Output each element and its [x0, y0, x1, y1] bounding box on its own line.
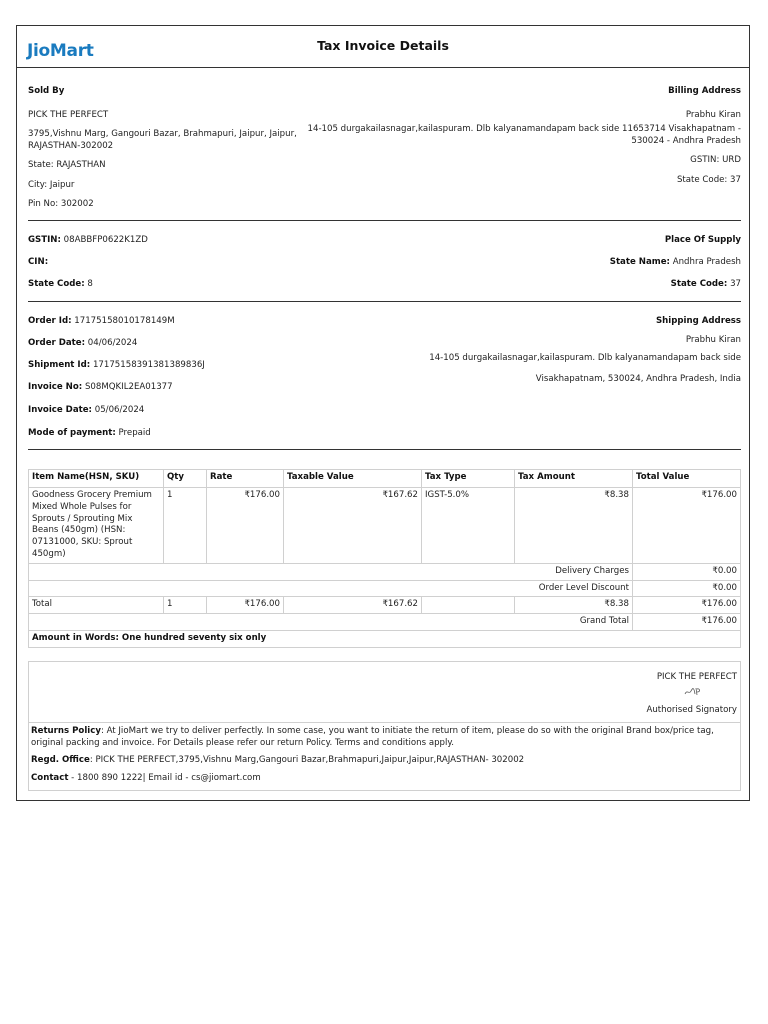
grand-total-label: Grand Total: [29, 614, 633, 631]
shipping-address-label: Shipping Address: [655, 316, 741, 326]
invoice-frame: [16, 25, 750, 801]
amount-in-words-row: [29, 630, 741, 647]
col-item-name: Item Name(HSN, SKU): [29, 470, 164, 488]
footer-divider: [29, 722, 740, 723]
page-title: Tax Invoice Details: [317, 38, 449, 53]
returns-policy-label: Returns Policy: [31, 726, 101, 736]
seller-address-line2: RAJASTHAN-302002: [28, 141, 114, 151]
billing-address-line1: 14-105 durgakailasnagar,kailaspuram. Dlb kalyanamandapam back side 11653714 Visakhapatnam -: [307, 124, 741, 134]
seller-state-code-row: [28, 279, 93, 291]
state-code-label: State Code:: [28, 279, 85, 289]
shipment-id-label: Shipment Id:: [28, 360, 91, 370]
regd-office-text: : PICK THE PERFECT,3795,Vishnu Marg,Gangouri Bazar,Brahmapuri,Jaipur,Jaipur,RAJASTHAN- 302002: [89, 755, 525, 765]
regd-office: [31, 755, 736, 767]
state-name-label: State Name:: [609, 257, 670, 267]
supply-state-code-label: State Code:: [670, 279, 728, 289]
invoice-no-value: S08MQKIL2EA01377: [84, 382, 173, 392]
order-discount-value: ₹0.00: [633, 580, 741, 597]
footer-box: [28, 661, 741, 791]
shipment-id-row: [28, 360, 205, 372]
total-label: Total: [29, 597, 164, 614]
billing-address-line2: 530024 - Andhra Pradesh: [631, 136, 741, 146]
billing-name: Prabhu Kiran: [685, 110, 741, 120]
supply-state-code-row: [671, 279, 741, 291]
item-tax-type: IGST-5.0%: [422, 488, 515, 564]
returns-policy-text: : At JioMart we try to deliver perfectly. In some case, you want to initiate the return of item, please do so with the original Brand box/price tag, original packing and invoice. For Details please refer our return Policy. Terms and conditions apply.: [31, 726, 714, 748]
col-taxable-value: Taxable Value: [284, 470, 422, 488]
invoice-date-row: [28, 405, 144, 417]
grand-total-value: ₹176.00: [633, 614, 741, 631]
jiomart-logo: JioMart: [27, 41, 94, 61]
shipment-id-value: 17175158391381389836J: [92, 360, 205, 370]
state-name-value: Andhra Pradesh: [672, 257, 741, 267]
col-tax-amount: Tax Amount: [515, 470, 633, 488]
seller-state: State: RAJASTHAN: [28, 160, 106, 170]
regd-office-label: Regd. Office: [31, 755, 90, 765]
total-qty: 1: [164, 597, 207, 614]
supply-state-code-value: 37: [730, 279, 741, 289]
cin-label: CIN:: [28, 257, 49, 267]
delivery-charges-value: ₹0.00: [633, 563, 741, 580]
contact-text: - 1800 890 1222| Email id - cs@jiomart.com: [68, 773, 261, 783]
payment-mode-value: Prepaid: [118, 428, 151, 438]
total-row: [29, 597, 741, 614]
shipping-address-line1: 14-105 durgakailasnagar,kailaspuram. Dlb kalyanamandapam back side: [429, 353, 741, 363]
gstin-row: [28, 235, 148, 247]
seller-address-line1: 3795,Vishnu Marg, Gangouri Bazar, Brahmapuri, Jaipur, Jaipur,: [28, 129, 297, 139]
shipping-address-line2: Visakhapatnam, 530024, Andhra Pradesh, India: [535, 374, 741, 384]
item-total-value: ₹176.00: [633, 488, 741, 564]
sold-by-label: Sold By: [28, 86, 65, 96]
contact: [31, 773, 736, 785]
item-name: Goodness Grocery Premium Mixed Whole Pulses for Sprouts / Sprouting Mix Beans (450gm) (HSN: 07131000, SKU: Sprout 450gm): [29, 488, 164, 564]
total-tax-type: [422, 597, 515, 614]
order-id-value: 17175158010178149M: [74, 316, 175, 326]
invoice-no-row: [28, 382, 173, 394]
delivery-charges-row: [29, 563, 741, 580]
item-tax-amount: ₹8.38: [515, 488, 633, 564]
total-tax-amount: ₹8.38: [515, 597, 633, 614]
shipping-name: Prabhu Kiran: [685, 335, 741, 345]
items-table: [28, 469, 741, 648]
order-date-row: [28, 338, 137, 350]
billing-address-label: Billing Address: [668, 86, 741, 96]
total-total-value: ₹176.00: [633, 597, 741, 614]
place-of-supply-label: Place Of Supply: [664, 235, 741, 245]
divider: [28, 449, 741, 450]
col-qty: Qty: [164, 470, 207, 488]
order-id-label: Order Id:: [28, 316, 72, 326]
amount-in-words: Amount in Words: One hundred seventy six only: [29, 630, 741, 647]
signature-mark: [684, 686, 704, 697]
state-name-row: [610, 257, 741, 269]
delivery-charges-label: Delivery Charges: [29, 563, 633, 580]
col-tax-type: Tax Type: [422, 470, 515, 488]
returns-policy: [31, 726, 736, 749]
order-discount-row: [29, 580, 741, 597]
gstin-value: 08ABBFP0622K1ZD: [63, 235, 148, 245]
order-date-value: 04/06/2024: [87, 338, 138, 348]
grand-total-row: [29, 614, 741, 631]
billing-state-code: State Code: 37: [676, 175, 741, 185]
table-row: [29, 488, 741, 564]
billing-gstin: GSTIN: URD: [690, 155, 741, 165]
total-taxable-value: ₹167.62: [284, 597, 422, 614]
seller-pin: Pin No: 302002: [28, 199, 94, 209]
item-rate: ₹176.00: [207, 488, 284, 564]
table-header-row: [29, 470, 741, 488]
seller-city: City: Jaipur: [28, 180, 75, 190]
seller-name: PICK THE PERFECT: [28, 110, 109, 120]
invoice-date-label: Invoice Date:: [28, 405, 92, 415]
signatory-seller-name: PICK THE PERFECT: [656, 672, 737, 682]
invoice-date-value: 05/06/2024: [94, 405, 145, 415]
invoice-no-label: Invoice No:: [28, 382, 83, 392]
item-qty: 1: [164, 488, 207, 564]
state-code-value: 8: [87, 279, 93, 289]
invoice-header: [17, 26, 749, 68]
item-taxable-value: ₹167.62: [284, 488, 422, 564]
payment-mode-row: [28, 428, 151, 440]
order-discount-label: Order Level Discount: [29, 580, 633, 597]
contact-label: Contact: [31, 773, 69, 783]
authorised-signatory: Authorised Signatory: [646, 705, 737, 715]
divider: [28, 301, 741, 302]
divider: [28, 220, 741, 221]
col-rate: Rate: [207, 470, 284, 488]
gstin-label: GSTIN:: [28, 235, 61, 245]
col-total-value: Total Value: [633, 470, 741, 488]
payment-mode-label: Mode of payment:: [28, 428, 116, 438]
order-date-label: Order Date:: [28, 338, 86, 348]
order-id-row: [28, 316, 175, 328]
total-rate: ₹176.00: [207, 597, 284, 614]
